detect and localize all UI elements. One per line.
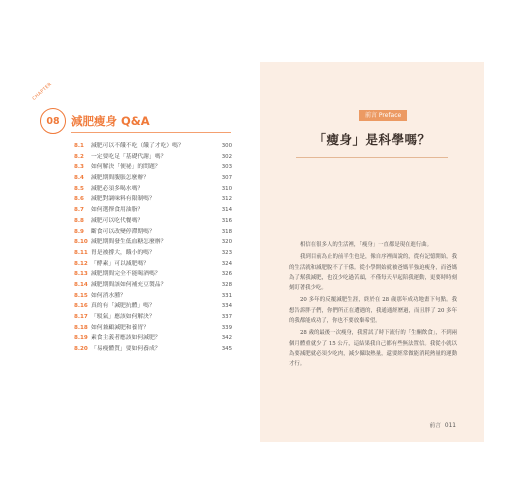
toc-item-page: 323 [221,249,232,256]
toc-item-number: 8.10 [74,239,88,246]
toc-item-number: 8.6 [74,196,84,203]
toc-item-number: 8.7 [74,207,84,214]
folio-page-number: 011 [444,423,456,429]
toc-item-page: 320 [221,239,232,246]
preface-tag: 前言 Preface [359,110,407,121]
folio-label: 前言 [429,423,441,429]
toc-item [74,141,232,152]
toc-item-number: 8.14 [74,281,88,288]
preface-title: 「瘦身」是科學嗎？ [313,132,431,147]
toc-item-title: 如何解決「便祕」的問題？ [91,164,161,171]
toc-item-page: 302 [221,153,232,160]
toc-item-number: 8.13 [74,271,88,278]
toc-item [74,227,232,238]
table-of-contents [74,141,232,355]
toc-item-number: 8.4 [74,175,84,182]
toc-item-number: 8.20 [74,346,88,353]
toc-item-page: 334 [221,303,232,310]
toc-item-page: 324 [221,260,232,267]
toc-item-number: 8.8 [74,217,84,224]
preface-paragraph: 28 歲的最後一次瘦身，我嘗試了時下流行的「生酮飲食」，不到兩個月體重就少了 15 公斤，這結果我自己都有些無法置信。我從小就以為要減肥就必須少吃肉，減少攝取熱量，還要經常做能消耗熱量的運動才行。 [289,330,457,368]
toc-item-title: 斷食可以改變停滯期嗎？ [91,228,155,235]
preface-paragraph: 我到目前為止的前半生也是，像自序裡面說的，從有記憶開始，我的生活就和減肥脫不了干係。從小學開始就被爸媽半強迫瘦身，而爸媽為了幫我減肥，也沒少吃過苦頭，不僅每天早起陪我運動，更要時時刻刻盯著我少吃。 [289,254,457,292]
toc-item-title: 減肥可以吃代餐嗎？ [91,217,144,224]
toc-item-page: 300 [221,143,232,149]
toc-item [74,237,232,248]
toc-item-page: 307 [221,175,232,182]
toc-item-number: 8.1 [74,143,84,149]
toc-item-title: 如何消水腫？ [91,292,126,299]
toc-item-number: 8.15 [74,292,88,299]
toc-item [74,173,232,184]
chapter-divider [71,132,231,133]
toc-item-page: 303 [221,164,232,171]
toc-item-title: 「酵素」可以減肥嗎？ [91,260,149,267]
toc-item-number: 8.16 [74,303,88,310]
toc-item-page: 314 [221,207,232,214]
toc-item-page: 339 [221,324,232,331]
folio [429,420,456,429]
toc-item-number: 8.2 [74,153,84,160]
toc-item [74,248,232,259]
toc-item-title: 「易瘦體質」要如何養成？ [91,346,161,353]
chapter-badge [40,108,66,134]
toc-item [74,280,232,291]
toc-item-title: 減肥期間完全不能喝酒嗎？ [91,271,161,278]
right-page [260,62,484,442]
chapter-title: 減肥瘦身 Q&A [71,114,150,128]
toc-item [74,216,232,227]
chapter-number: 08 [46,115,60,127]
toc-item-page: 342 [221,335,232,342]
toc-item-number: 8.3 [74,164,84,171]
toc-item-title: 一定要吃足「基礎代謝」嗎？ [91,153,167,160]
toc-item [74,301,232,312]
toc-item-number: 8.9 [74,228,84,235]
toc-item-number: 8.19 [74,335,88,342]
toc-item [74,312,232,323]
toc-item-number: 8.17 [74,314,88,320]
toc-item [74,323,232,334]
toc-item [74,152,232,163]
toc-item-number: 8.12 [74,260,88,267]
toc-item [74,259,232,270]
toc-item-title: 胃是被撐大，餓小的嗎？ [91,249,155,256]
preface-paragraph: 相信在很多人的生活裡，「瘦身」一直都是現在進行曲。 [300,242,433,248]
toc-item-number: 8.5 [74,185,84,192]
preface-divider [296,157,448,158]
toc-item-title: 「駁氣」應該如何解決？ [91,314,155,320]
toc-item-page: 312 [221,196,232,203]
preface-paragraph: 20 多年的反覆減肥生涯，終於在 28 歲那年成功地畫下句點。我想告訴胖子們，你們所正在遭遇的，我通通經歷過，而且胖了 20 多年的我都能成功了，你也不要放棄希望。 [289,297,457,325]
toc-item-title: 減肥必須多喝水嗎？ [91,185,144,192]
toc-item-page: 331 [221,292,232,299]
toc-item [74,205,232,216]
toc-item [74,194,232,205]
toc-item [74,162,232,173]
toc-item-page: 316 [221,217,232,224]
toc-item-number: 8.18 [74,324,88,331]
toc-item [74,184,232,195]
toc-item-title: 素食主義者應該如何減肥？ [91,335,161,342]
toc-item [74,269,232,280]
toc-item-page: 326 [221,271,232,278]
toc-item-title: 如何選擇食用油脂？ [91,207,144,214]
toc-item-title: 減肥期間該如何補充豆製品？ [91,281,167,288]
toc-item-page: 310 [221,185,232,192]
toc-item-title: 如何兼顧減肥和養胃？ [91,324,149,331]
toc-item-page: 318 [221,228,232,235]
preface-body [289,240,457,372]
toc-item-title: 減肥可以不餓不吃（餓了才吃）嗎？ [91,143,184,149]
toc-item-page: 345 [221,346,232,353]
toc-item [74,291,232,302]
chapter-label: CHAPTER [32,82,54,102]
toc-item [74,333,232,344]
toc-item-page: 337 [221,314,232,320]
toc-item-number: 8.11 [74,249,88,256]
toc-item-page: 328 [221,281,232,288]
toc-item-title: 減肥期間腹脹怎麼辦？ [91,175,149,182]
toc-item-title: 減肥對調味料有限制嗎？ [91,196,155,203]
toc-item-title: 真的有「減肥抗體」嗎？ [91,303,155,310]
toc-item [74,344,232,355]
toc-item-title: 減肥期間發生低血糖怎麼辦？ [91,239,167,246]
